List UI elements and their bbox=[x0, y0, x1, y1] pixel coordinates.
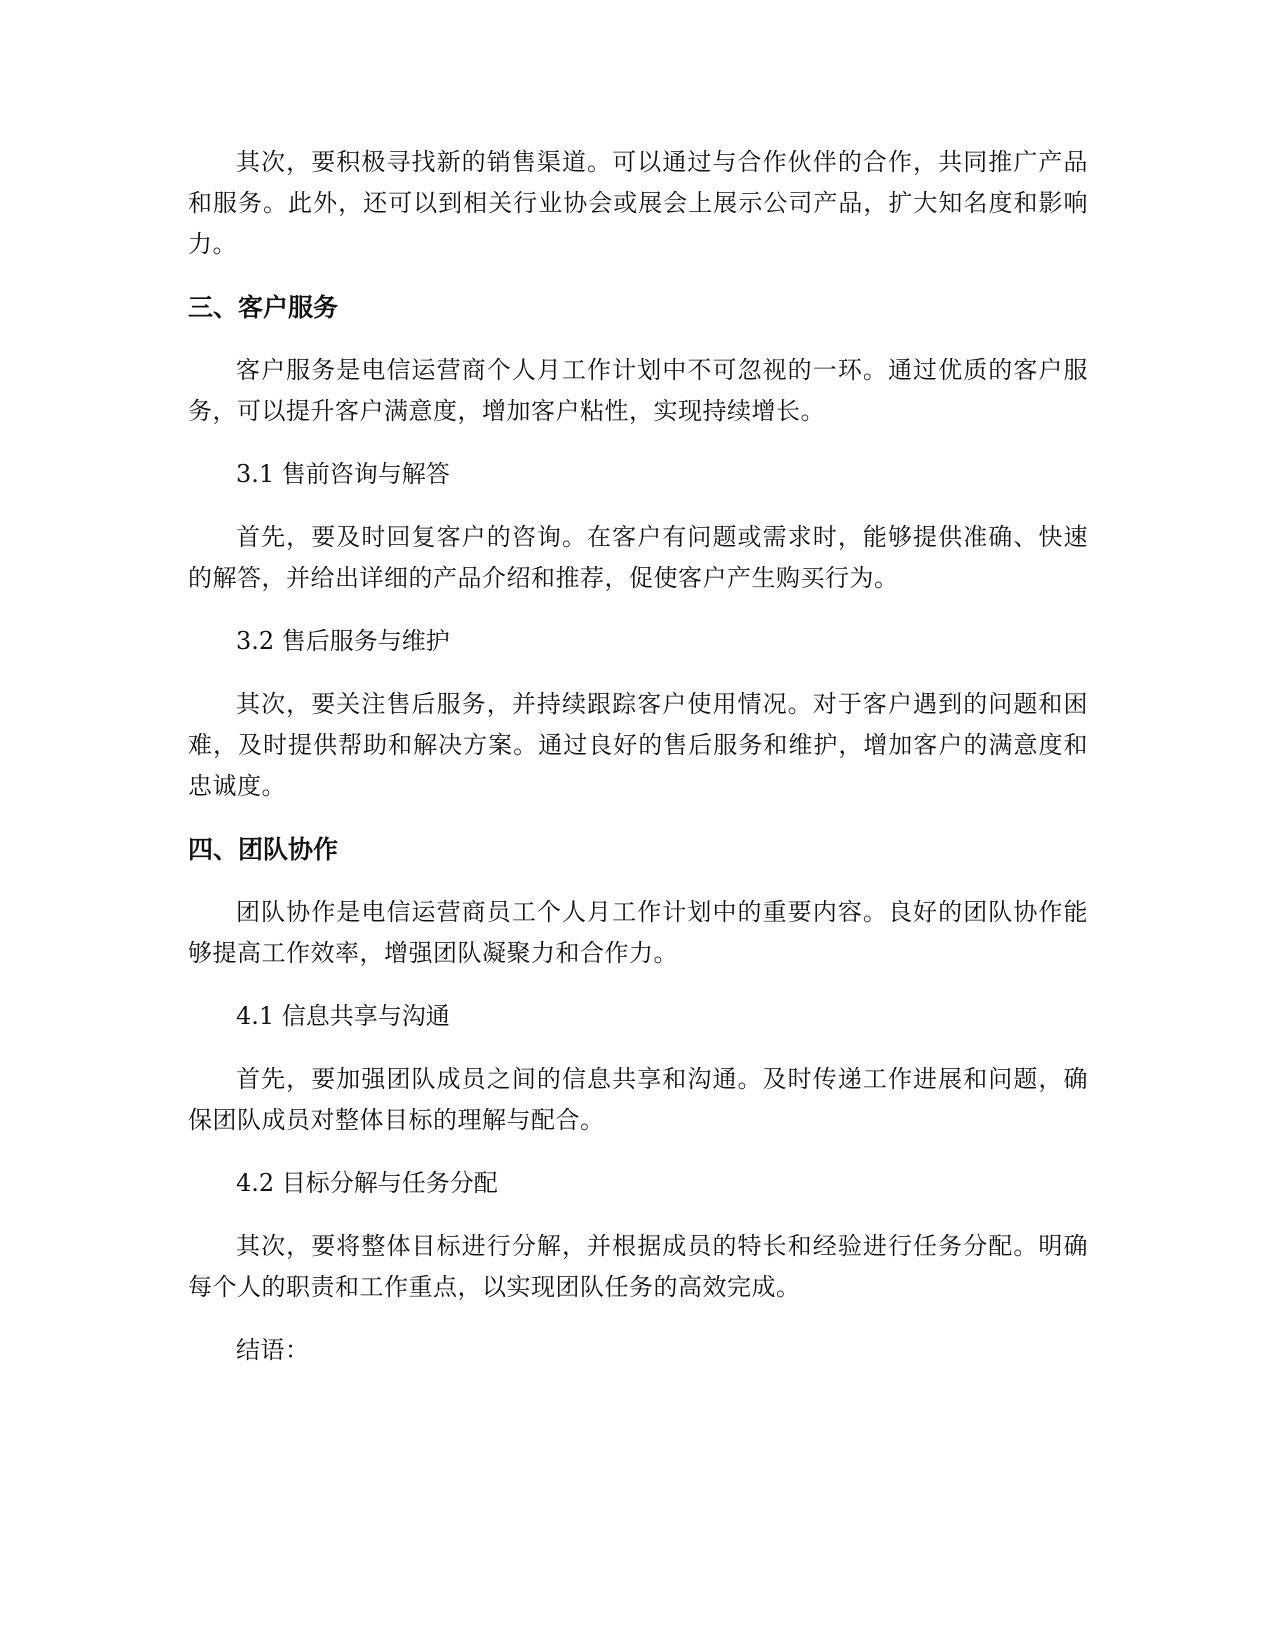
document-body bbox=[188, 142, 1088, 1393]
paragraph-teamwork-intro: 团队协作是电信运营商员工个人月工作计划中的重要内容。良好的团队协作能够提高工作效率，增强团队凝聚力和合作力。 bbox=[188, 898, 1088, 967]
paragraph-info-sharing: 首先，要加强团队成员之间的信息共享和沟通。及时传递工作进展和问题，确保团队成员对整体目标的理解与配合。 bbox=[188, 1065, 1088, 1134]
subheading-info-sharing: 4.1 信息共享与沟通 bbox=[236, 1002, 450, 1030]
section-heading-teamwork: 四、团队协作 bbox=[188, 835, 339, 864]
subheading-task-allocation: 4.2 目标分解与任务分配 bbox=[236, 1169, 498, 1197]
paragraph-sales-channels: 其次，要积极寻找新的销售渠道。可以通过与合作伙伴的合作，共同推广产品和服务。此外，还可以到相关行业协会或展会上展示公司产品，扩大知名度和影响力。 bbox=[188, 148, 1088, 258]
paragraph-aftersales: 其次，要关注售后服务，并持续跟踪客户使用情况。对于客户遇到的问题和困难，及时提供帮助和解决方案。通过良好的售后服务和维护，增加客户的满意度和忠诚度。 bbox=[188, 690, 1088, 800]
subheading-presales: 3.1 售前咨询与解答 bbox=[236, 460, 450, 488]
paragraph-conclusion-label: 结语： bbox=[236, 1336, 310, 1364]
section-heading-customer-service: 三、客户服务 bbox=[188, 293, 339, 322]
subheading-aftersales: 3.2 售后服务与维护 bbox=[236, 627, 450, 655]
paragraph-task-allocation: 其次，要将整体目标进行分解，并根据成员的特长和经验进行任务分配。明确每个人的职责和工作重点，以实现团队任务的高效完成。 bbox=[188, 1232, 1088, 1301]
paragraph-customer-service-intro: 客户服务是电信运营商个人月工作计划中不可忽视的一环。通过优质的客户服务，可以提升客户满意度，增加客户粘性，实现持续增长。 bbox=[188, 356, 1088, 425]
paragraph-presales: 首先，要及时回复客户的咨询。在客户有问题或需求时，能够提供准确、快速的解答，并给出详细的产品介绍和推荐，促使客户产生购买行为。 bbox=[188, 523, 1088, 592]
